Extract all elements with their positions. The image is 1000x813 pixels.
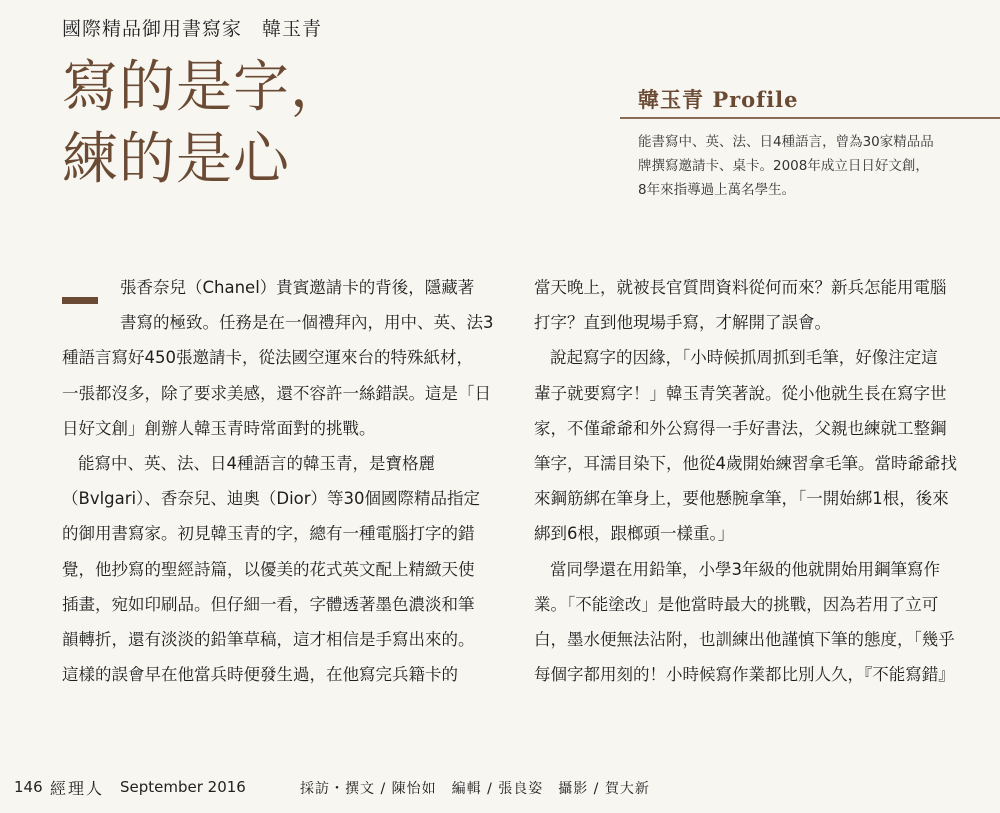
profile-name: 韓玉青 bbox=[638, 87, 704, 112]
body-line: 這樣的誤會早在他當兵時便發生過，在他寫完兵籍卡的 bbox=[62, 665, 458, 685]
profile-heading bbox=[638, 84, 799, 114]
headline-line-1: 寫的是字， bbox=[62, 55, 347, 120]
body-line: 白，墨水便無法沾附，也訓練出他謹慎下筆的態度，「幾乎 bbox=[534, 630, 955, 650]
magazine-name: 經理人 bbox=[50, 779, 105, 798]
body-line: 插畫，宛如印刷品。但仔細一看，字體透著墨色濃淡和筆 bbox=[62, 594, 475, 614]
body-line: 業。「不能塗改」是他當時最大的挑戰，因為若用了立可 bbox=[534, 594, 939, 614]
issue-date: September 2016 bbox=[120, 778, 246, 796]
body-line: 一張都沒多，除了要求美感，還不容許一絲錯誤。這是「日 bbox=[62, 383, 491, 403]
body-line: （Bvlgari）、香奈兒、迪奧（Dior）等30個國際精品指定 bbox=[62, 489, 481, 509]
body-line: 書寫的極致。任務是在一個禮拜內，用中、英、法3 bbox=[120, 313, 494, 333]
body-line: 日好文創」創辦人韓玉青時常面對的挑戰。 bbox=[62, 418, 376, 438]
body-line: 韻轉折，還有淡淡的鉛筆草稿，這才相信是手寫出來的。 bbox=[62, 630, 475, 650]
body-line: 筆字，耳濡目染下，他從4歲開始練習拿毛筆。當時爺爺找 bbox=[534, 454, 957, 474]
body-line: 的御用書寫家。初見韓玉青的字，總有一種電腦打字的錯 bbox=[62, 524, 475, 544]
body-line: 種語言寫好450張邀請卡，從法國空運來台的特殊紙材， bbox=[62, 348, 473, 368]
article-kicker: 國際精品御用書寫家 韓玉青 bbox=[62, 18, 323, 40]
profile-label: Profile bbox=[712, 87, 799, 112]
right-column bbox=[534, 270, 974, 692]
headline bbox=[62, 52, 347, 196]
body-line: 每個字都用刻的！小時候寫作業都比別人久，『不能寫錯』 bbox=[534, 665, 955, 685]
body-line: 覺，他抄寫的聖經詩篇，以優美的花式英文配上精緻天使 bbox=[62, 559, 475, 579]
article-credits: 採訪・撰文 / 陳怡如 編輯 / 張良姿 攝影 / 賀大新 bbox=[300, 781, 650, 797]
body-line: 當同學還在用鉛筆，小學3年級的他就開始用鋼筆寫作 bbox=[550, 559, 940, 579]
page-number: 146 bbox=[14, 778, 43, 796]
body-line: 能寫中、英、法、日4種語言的韓玉青，是寶格麗 bbox=[78, 454, 435, 474]
body-line: 綁到6根，跟榔頭一樣重。」 bbox=[534, 524, 735, 544]
body-line: 輩子就要寫字！」韓玉青笑著說。從小他就生長在寫字世 bbox=[534, 383, 947, 403]
profile-line: 8年來指導過上萬名學生。 bbox=[638, 182, 796, 198]
body-line: 說起寫字的因緣，「小時候抓周抓到毛筆，好像注定這 bbox=[550, 348, 938, 368]
body-line: 家，不僅爺爺和外公寫得一手好書法，父親也練就工整鋼 bbox=[534, 418, 947, 438]
headline-line-2: 練的是心 bbox=[62, 127, 290, 192]
profile-line: 牌撰寫邀請卡、桌卡。2008年成立日日好文創， bbox=[638, 158, 929, 174]
body-line: 來鋼筋綁在筆身上，要他懸腕拿筆，「一開始綁1根，後來 bbox=[534, 489, 949, 509]
body-line: 打字？直到他現場手寫，才解開了誤會。 bbox=[534, 313, 831, 333]
body-line: 張香奈兒（Chanel）貴賓邀請卡的背後，隱藏著 bbox=[120, 278, 475, 297]
left-column bbox=[62, 270, 502, 692]
page-footer bbox=[0, 776, 1000, 800]
profile-divider bbox=[620, 117, 1000, 119]
profile-line: 能書寫中、英、法、日4種語言，曾為30家精品品 bbox=[638, 134, 934, 150]
body-line: 當天晚上，就被長官質問資料從何而來？新兵怎能用電腦 bbox=[534, 278, 947, 297]
profile-text bbox=[638, 130, 934, 202]
